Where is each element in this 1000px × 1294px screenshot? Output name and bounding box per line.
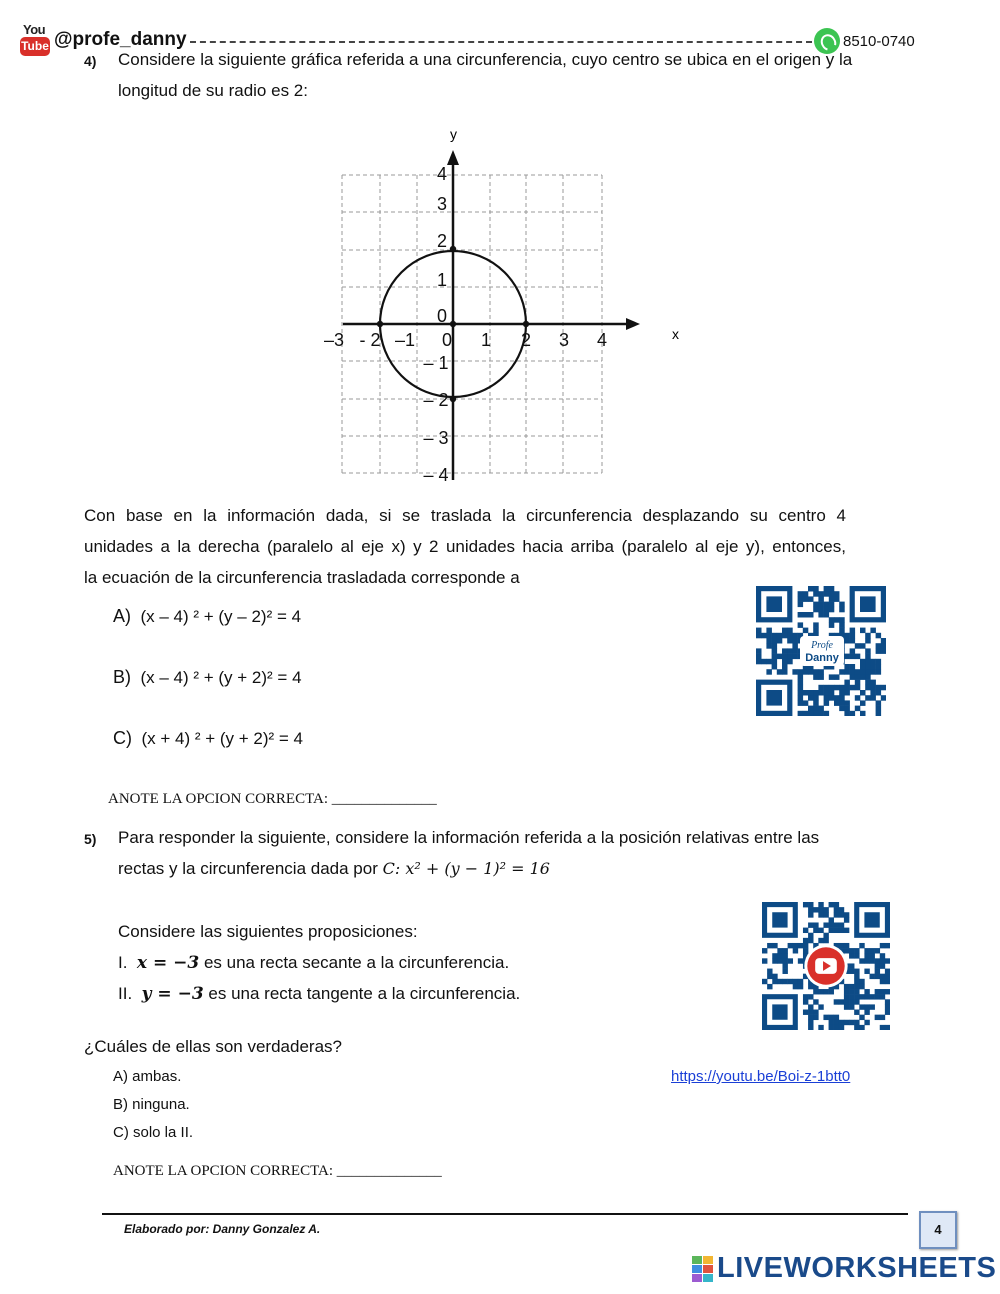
proposition-1: I. x = −3 es una recta secante a la circunferencia. xyxy=(118,953,510,973)
y-axis-arrow xyxy=(447,150,459,165)
question-5-prompt: ¿Cuáles de ellas son verdaderas? xyxy=(84,1037,342,1056)
channel-handle: @profe_danny xyxy=(54,29,187,50)
graph-point xyxy=(450,246,456,252)
graph-point xyxy=(450,396,456,402)
y-tick-label: – 4 xyxy=(423,465,449,485)
x-axis-arrow xyxy=(626,318,640,330)
y-tick-label: – 1 xyxy=(423,353,449,373)
question-4-paragraph-2: unidades a la derecha (paralelo al eje x) y 2 unidades hacia arriba (paralelo al eje y), entonces, xyxy=(84,537,846,556)
x-tick-label: 4 xyxy=(596,330,608,350)
axes xyxy=(343,150,640,480)
y-axis-label: y xyxy=(450,126,457,142)
y-tick-label: 0 xyxy=(436,306,448,326)
x-tick-label: - 2 xyxy=(359,330,381,350)
option-a[interactable]: A) (x – 4) ² + (y – 2)² = 4 xyxy=(113,606,302,626)
question-5-line1: Para responder la siguiente, considere la información referida a la posición relativas entre las xyxy=(118,828,820,847)
option-b[interactable]: B) (x – 4) ² + (y + 2)² = 4 xyxy=(113,667,302,687)
x-axis-label: x xyxy=(672,326,679,342)
qr-code-profe-danny[interactable] xyxy=(756,586,886,716)
header-dashed-line xyxy=(190,41,812,43)
phone-number: 8510-0740 xyxy=(843,32,915,50)
y-tick-label: 2 xyxy=(436,231,448,251)
liveworksheets-brand xyxy=(692,1252,996,1285)
option-5c[interactable]: C) solo la II. xyxy=(113,1124,194,1141)
youtube-icon: You Tube xyxy=(20,22,50,58)
liveworksheets-wordmark: LIVEWORKSHEETS xyxy=(717,1252,997,1284)
graph-point xyxy=(450,321,456,327)
question-4-line2: longitud de su radio es 2: xyxy=(118,81,308,100)
question-4-number: 4) xyxy=(84,53,97,69)
graph-point xyxy=(377,321,383,327)
youtube-link[interactable]: https://youtu.be/Boi-z-1btt0 xyxy=(671,1068,851,1085)
y-tick-label: 4 xyxy=(436,164,448,184)
footer-line xyxy=(102,1213,908,1215)
y-tick-label: 3 xyxy=(436,194,448,214)
liveworksheets-logo-icon xyxy=(692,1256,713,1282)
x-tick-label: –1 xyxy=(394,330,416,350)
graph-point xyxy=(523,321,529,327)
answer-prompt-5[interactable]: ANOTE LA OPCION CORRECTA: ______________ xyxy=(113,1163,442,1179)
option-c[interactable]: C) (x + 4) ² + (y + 2)² = 4 xyxy=(113,728,304,748)
question-4-paragraph-3: la ecuación de la circunferencia trasladada corresponde a xyxy=(84,568,520,587)
x-tick-labels xyxy=(324,330,607,350)
qr-logo-label-bottom: Danny xyxy=(805,652,839,664)
qr-code-youtube[interactable] xyxy=(762,902,890,1030)
author-credit: Elaborado por: Danny Gonzalez A. xyxy=(124,1222,321,1236)
x-tick-label: –3 xyxy=(323,330,345,350)
page-number: 4 xyxy=(919,1211,957,1249)
question-5-line2: rectas y la circunferencia dada por C: x² + (y − 1)² = 16 xyxy=(118,859,550,878)
x-tick-label: 2 xyxy=(520,330,532,350)
x-tick-label: 1 xyxy=(480,330,492,350)
question-5-number: 5) xyxy=(84,831,97,847)
x-tick-label: 0 xyxy=(441,330,453,350)
proposition-2: II. y = −3 es una recta tangente a la circunferencia. xyxy=(118,984,521,1004)
y-tick-label: – 3 xyxy=(423,428,449,448)
circle-graph xyxy=(300,115,700,490)
y-tick-label: 1 xyxy=(436,270,448,290)
x-tick-label: 3 xyxy=(558,330,570,350)
y-tick-label: – 2 xyxy=(423,390,449,410)
qr-logo-label-top: Profe xyxy=(811,640,833,651)
question-4-paragraph-1: Con base en la información dada, si se traslada la circunferencia desplazando su centro 4 xyxy=(84,506,846,525)
circle-equation: C: x² + (y − 1)² = 16 xyxy=(382,859,550,878)
question-4-line1: Considere la siguiente gráfica referida a una circunferencia, cuyo centro se ubica en el origen y la xyxy=(118,50,853,69)
option-5b[interactable]: B) ninguna. xyxy=(113,1096,190,1113)
consider-propositions: Considere las siguientes proposiciones: xyxy=(118,922,418,941)
option-5a[interactable]: A) ambas. xyxy=(113,1068,182,1085)
answer-prompt-4[interactable]: ANOTE LA OPCION CORRECTA: ______________ xyxy=(108,791,437,807)
